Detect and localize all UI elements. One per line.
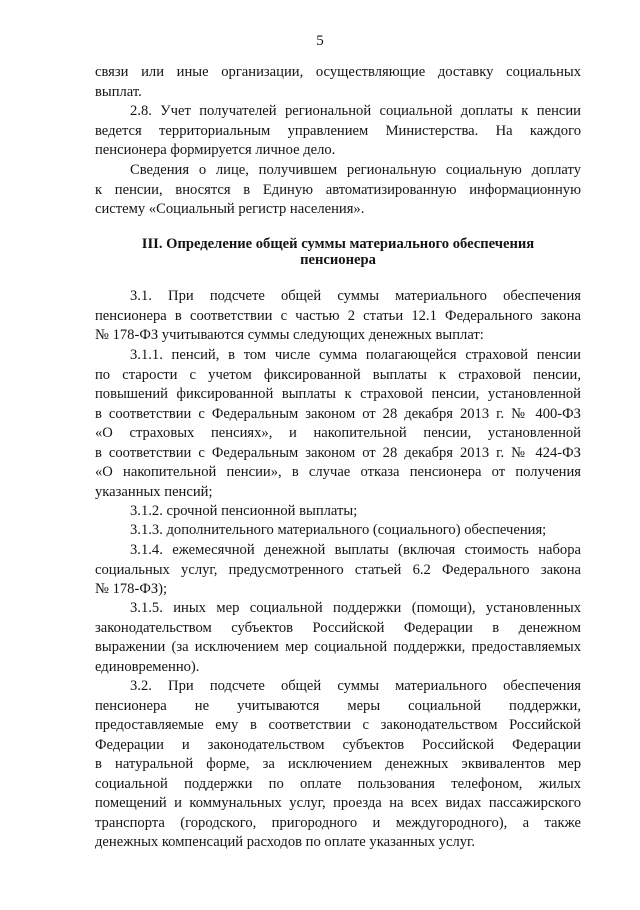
text-line: «О страховых пенсиях», и накопительной пенсии, установленной	[95, 425, 581, 442]
paragraph-3-1-2	[95, 502, 581, 522]
text-line: повышений фиксированной выплаты к страховой пенсии, установленной	[95, 386, 581, 403]
paragraph-3-2	[95, 677, 581, 853]
paragraph-3-1-1	[95, 346, 581, 502]
text-line: пенсионера не учитываются меры социальной поддержки,	[95, 697, 581, 714]
text-line: выплат.	[95, 83, 142, 100]
text-line: социальной поддержки по оплате пользования телефоном, жилых	[95, 775, 581, 792]
text-line: 3.1.3. дополнительного материального (социального) обеспечения;	[130, 522, 547, 538]
text-line: «О накопительной пенсии», в случае отказа пенсионера от получения	[95, 464, 581, 481]
section-heading-line: пенсионера	[300, 252, 376, 268]
text-line: транспорта (городского, пригородного и междугородного), а также	[95, 814, 581, 831]
text-line: в соответствии с Федеральным законом от 28 декабря 2013 г. № 400-ФЗ	[95, 405, 581, 422]
text-line: к пенсии, вносятся в Единую автоматизированную информационную	[95, 181, 581, 198]
text-line: в натуральной форме, за исключением денежных эквивалентов мер	[95, 756, 581, 773]
text-line: 2.8. Учет получателей региональной социальной доплаты к пенсии	[130, 103, 581, 119]
text-line: 3.1.2. срочной пенсионной выплаты;	[130, 503, 358, 519]
page-number: 5	[316, 33, 324, 49]
section-heading	[95, 236, 581, 268]
text-line: Федерации и законодательством субъектов Российской Федерации	[95, 736, 581, 753]
text-line: 3.1.4. ежемесячной денежной выплаты (включая стоимость набора	[130, 542, 581, 558]
text-line: 3.1. При подсчете общей суммы материального обеспечения	[130, 288, 581, 304]
text-line: пенсионера формируется личное дело.	[95, 142, 336, 159]
text-line: денежных компенсаций расходов по оплате указанных услуг.	[95, 834, 476, 851]
text-line: помещений и коммунальных услуг, проезда на всех видах пассажирского	[95, 795, 581, 812]
text-line: указанных пенсий;	[95, 483, 213, 500]
text-line: связи или иные организации, осуществляющие доставку социальных	[95, 64, 581, 80]
text-line: систему «Социальный регистр населения».	[95, 201, 365, 218]
text-line: по старости с учетом фиксированной выплаты к страховой пенсии,	[95, 366, 581, 383]
text-line: законодательством субъектов Российской Федерации в денежном	[95, 619, 581, 636]
paragraph-svedeniya	[95, 161, 581, 220]
paragraph-continuation	[95, 63, 581, 102]
text-line: 3.1.5. иных мер социальной поддержки (помощи), установленных	[130, 600, 581, 616]
text-line: № 178-ФЗ учитываются суммы следующих денежных выплат:	[95, 327, 484, 344]
text-line: ведется территориальным управлением Министерства. На каждого	[95, 122, 581, 139]
text-line: единовременно).	[95, 658, 200, 675]
paragraph-3-1-3	[95, 521, 581, 541]
paragraph-3-1-4	[95, 541, 581, 600]
section-heading-line: III. Определение общей суммы материального обеспечения	[141, 236, 535, 252]
paragraph-3-1	[95, 287, 581, 346]
paragraph-2-8	[95, 102, 581, 161]
text-line: выражении (за исключением мер социальной поддержки, предоставляемых	[95, 639, 581, 656]
text-line: предоставляемые ему в соответствии с законодательством Российской	[95, 717, 581, 734]
paragraph-3-1-5	[95, 599, 581, 677]
text-line: 3.1.1. пенсий, в том числе сумма полагающейся страховой пенсии	[130, 347, 581, 363]
text-line: 3.2. При подсчете общей суммы материального обеспечения	[130, 678, 581, 694]
text-line: в соответствии с Федеральным законом от 28 декабря 2013 г. № 424-ФЗ	[95, 444, 581, 461]
text-line: пенсионера в соответствии с частью 2 статьи 12.1 Федерального закона	[95, 307, 581, 324]
text-line: № 178-ФЗ);	[95, 581, 168, 598]
text-line: Сведения о лице, получившем региональную социальную доплату	[130, 162, 581, 178]
text-line: социальных услуг, предусмотренного статьей 6.2 Федерального закона	[95, 561, 581, 578]
